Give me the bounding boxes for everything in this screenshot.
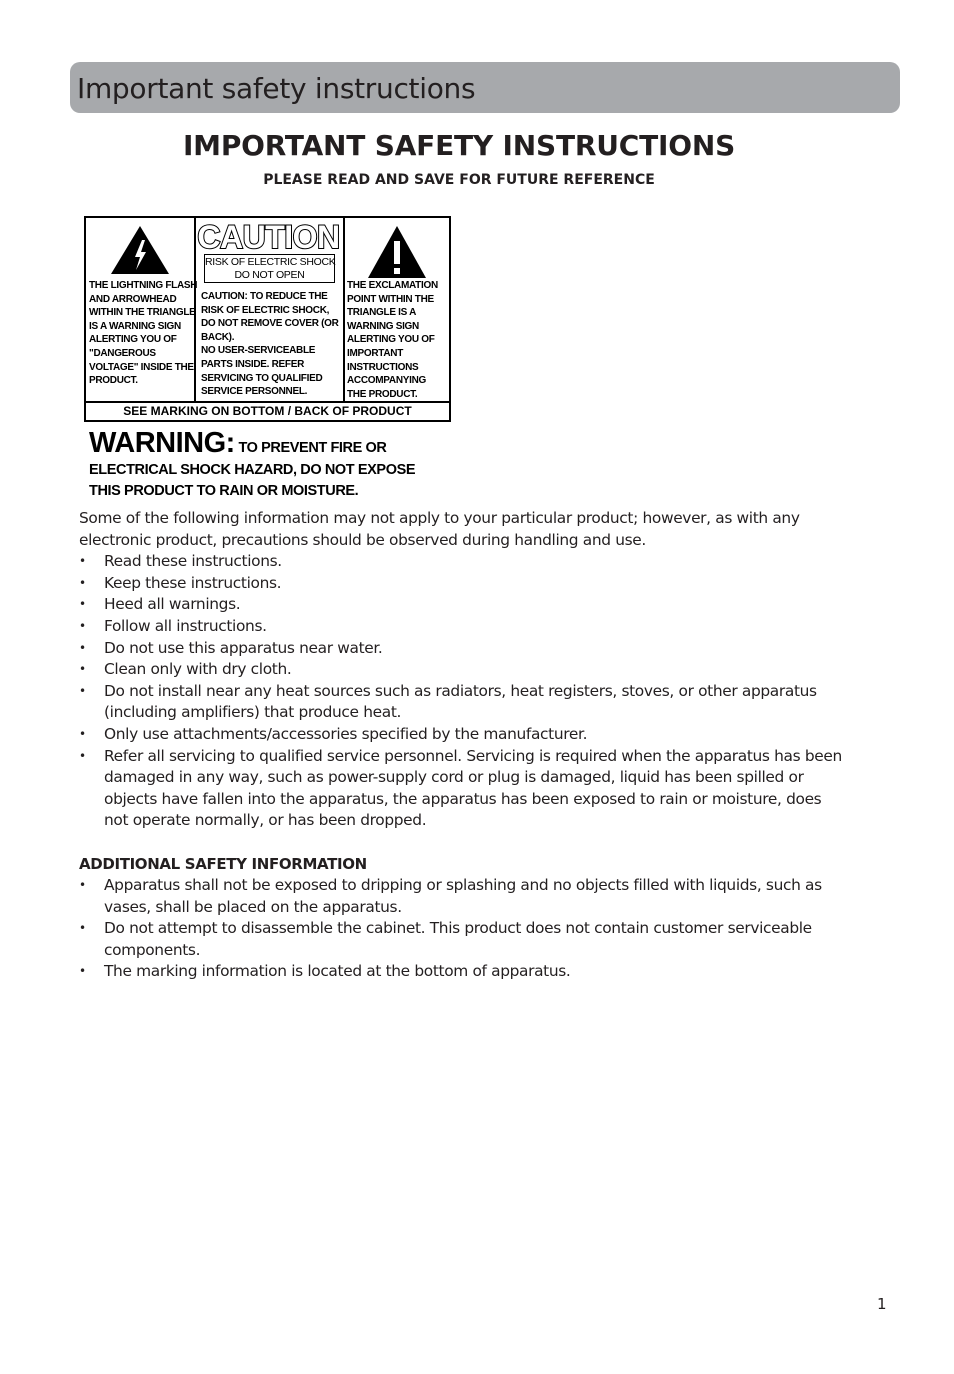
text-line: SERVICING TO QUALIFIED	[201, 372, 323, 384]
bullet-icon: •	[79, 921, 86, 936]
list-item	[79, 594, 849, 616]
list-item-text: The marking information is located at the bottom of apparatus.	[104, 962, 571, 981]
warning-line: TO PREVENT FIRE OR	[234, 440, 387, 456]
list-item	[79, 681, 849, 724]
text-line: THE LIGHTNING FLASH	[89, 280, 198, 291]
text-line: ALERTING YOU OF	[347, 334, 435, 346]
list-item	[79, 573, 849, 595]
bullet-icon: •	[79, 554, 86, 569]
lightning-explanation-text	[89, 279, 197, 388]
bullet-icon: •	[79, 597, 86, 612]
bullet-icon: •	[79, 878, 86, 893]
text-line: RISK OF ELECTRIC SHOCK,	[201, 304, 330, 316]
list-item	[79, 551, 849, 573]
list-item-text: Follow all instructions.	[104, 616, 267, 635]
text-line: THE PRODUCT.	[347, 388, 418, 400]
list-item-text: Do not install near any heat sources such as radiators, heat registers, stoves, or other apparatus (including amplifiers) that produce heat.	[104, 681, 817, 722]
text-line: WITHIN THE TRIANGLE	[89, 307, 196, 319]
list-item-text: Refer all servicing to qualified service personnel. Servicing is required when the apparatus has been damaged in any way, such as power-supply cord or plug is damaged, liquid has been spilled or objects have fallen into the apparatus, the apparatus has been exposed to rain or moisture, does not operate normally, or has been dropped.	[104, 746, 842, 830]
list-item	[79, 961, 849, 983]
text-line: SERVICE PERSONNEL.	[201, 386, 308, 398]
text-line: CAUTION: TO REDUCE THE	[201, 291, 328, 302]
text-line: PARTS INSIDE. REFER	[201, 358, 305, 370]
list-item	[79, 659, 849, 681]
lightning-triangle-icon	[109, 224, 171, 276]
risk-line: RISK OF ELECTRIC SHOCK	[205, 256, 336, 268]
exclamation-explanation-text	[347, 279, 438, 401]
section-header-bar	[70, 62, 900, 113]
page-title: IMPORTANT SAFETY INSTRUCTIONS	[182, 129, 736, 162]
bullet-icon: •	[79, 575, 86, 590]
bullet-icon: •	[79, 964, 86, 979]
list-item-text: Apparatus shall not be exposed to dripping or splashing and no objects filled with liquids, such as vases, shall be placed on the apparatus.	[104, 876, 822, 916]
list-item	[79, 638, 849, 660]
text-line: INSTRUCTIONS	[347, 361, 419, 373]
text-line: WARNING SIGN	[347, 320, 419, 332]
text-line: IS A WARNING SIGN	[89, 320, 181, 332]
caution-left-panel	[86, 218, 196, 401]
exclamation-triangle-icon	[366, 224, 428, 280]
see-marking-footer: SEE MARKING ON BOTTOM / BACK OF PRODUCT	[86, 401, 449, 420]
text-line: ACCOMPANYING	[347, 375, 426, 387]
warning-block	[89, 427, 415, 502]
list-item-text: Only use attachments/accessories specified by the manufacturer.	[104, 724, 588, 743]
bullet-icon: •	[79, 726, 86, 741]
list-item-text: Clean only with dry cloth.	[104, 660, 292, 679]
warning-line: THIS PRODUCT TO RAIN OR MOISTURE.	[89, 483, 359, 499]
list-item	[79, 746, 849, 832]
text-line: IMPORTANT	[347, 347, 403, 359]
instructions-list	[79, 551, 849, 832]
caution-explanation-text	[201, 290, 339, 399]
warning-line: ELECTRICAL SHOCK HAZARD, DO NOT EXPOSE	[89, 462, 416, 478]
text-line: AND ARROWHEAD	[89, 293, 177, 305]
risk-line: DO NOT OPEN	[234, 269, 305, 281]
risk-of-shock-box	[204, 254, 335, 283]
caution-label	[84, 216, 451, 422]
text-line: POINT WITHIN THE	[347, 293, 434, 305]
list-item	[79, 918, 849, 961]
intro-paragraph: Some of the following information may not apply to your particular product; however, as with any electronic product, precautions should be observed during handling and use.	[79, 509, 800, 549]
caution-middle-panel	[196, 218, 345, 401]
text-line: BACK).	[201, 331, 235, 343]
text-line: NO USER-SERVICEABLE	[201, 345, 316, 357]
page-number: 1	[877, 1295, 887, 1313]
text-line: THE EXCLAMATION	[347, 280, 438, 291]
bullet-icon: •	[79, 683, 86, 698]
list-item-text: Do not use this apparatus near water.	[104, 638, 383, 657]
caution-heading: CAUTION	[197, 219, 340, 255]
text-line: PRODUCT.	[89, 375, 138, 387]
instructions-content	[79, 508, 849, 983]
list-item-text: Heed all warnings.	[104, 595, 241, 614]
text-line: "DANGEROUS	[89, 347, 156, 359]
bullet-icon: •	[79, 748, 86, 763]
caution-right-panel	[345, 218, 449, 401]
warning-first-line	[89, 427, 415, 460]
list-item-text: Keep these instructions.	[104, 573, 282, 592]
list-item-text: Read these instructions.	[104, 552, 282, 571]
warning-word: WARNING:	[89, 427, 235, 459]
additional-safety-list	[79, 875, 849, 983]
text-line: DO NOT REMOVE COVER (OR	[201, 318, 339, 330]
text-line: ALERTING YOU OF	[89, 334, 177, 346]
text-line: TRIANGLE IS A	[347, 307, 417, 319]
list-item	[79, 616, 849, 638]
list-item-text: Do not attempt to disassemble the cabinet. This product does not contain customer serviceable components.	[104, 919, 812, 959]
bullet-icon: •	[79, 640, 86, 655]
additional-safety-heading: ADDITIONAL SAFETY INFORMATION	[79, 854, 367, 873]
list-item	[79, 724, 849, 746]
bullet-icon: •	[79, 662, 86, 677]
list-item	[79, 875, 849, 918]
section-header-title: Important safety instructions	[77, 72, 476, 105]
text-line: VOLTAGE" INSIDE THE	[89, 361, 194, 373]
page-subtitle: PLEASE READ AND SAVE FOR FUTURE REFERENCE	[263, 172, 655, 188]
bullet-icon: •	[79, 618, 86, 633]
